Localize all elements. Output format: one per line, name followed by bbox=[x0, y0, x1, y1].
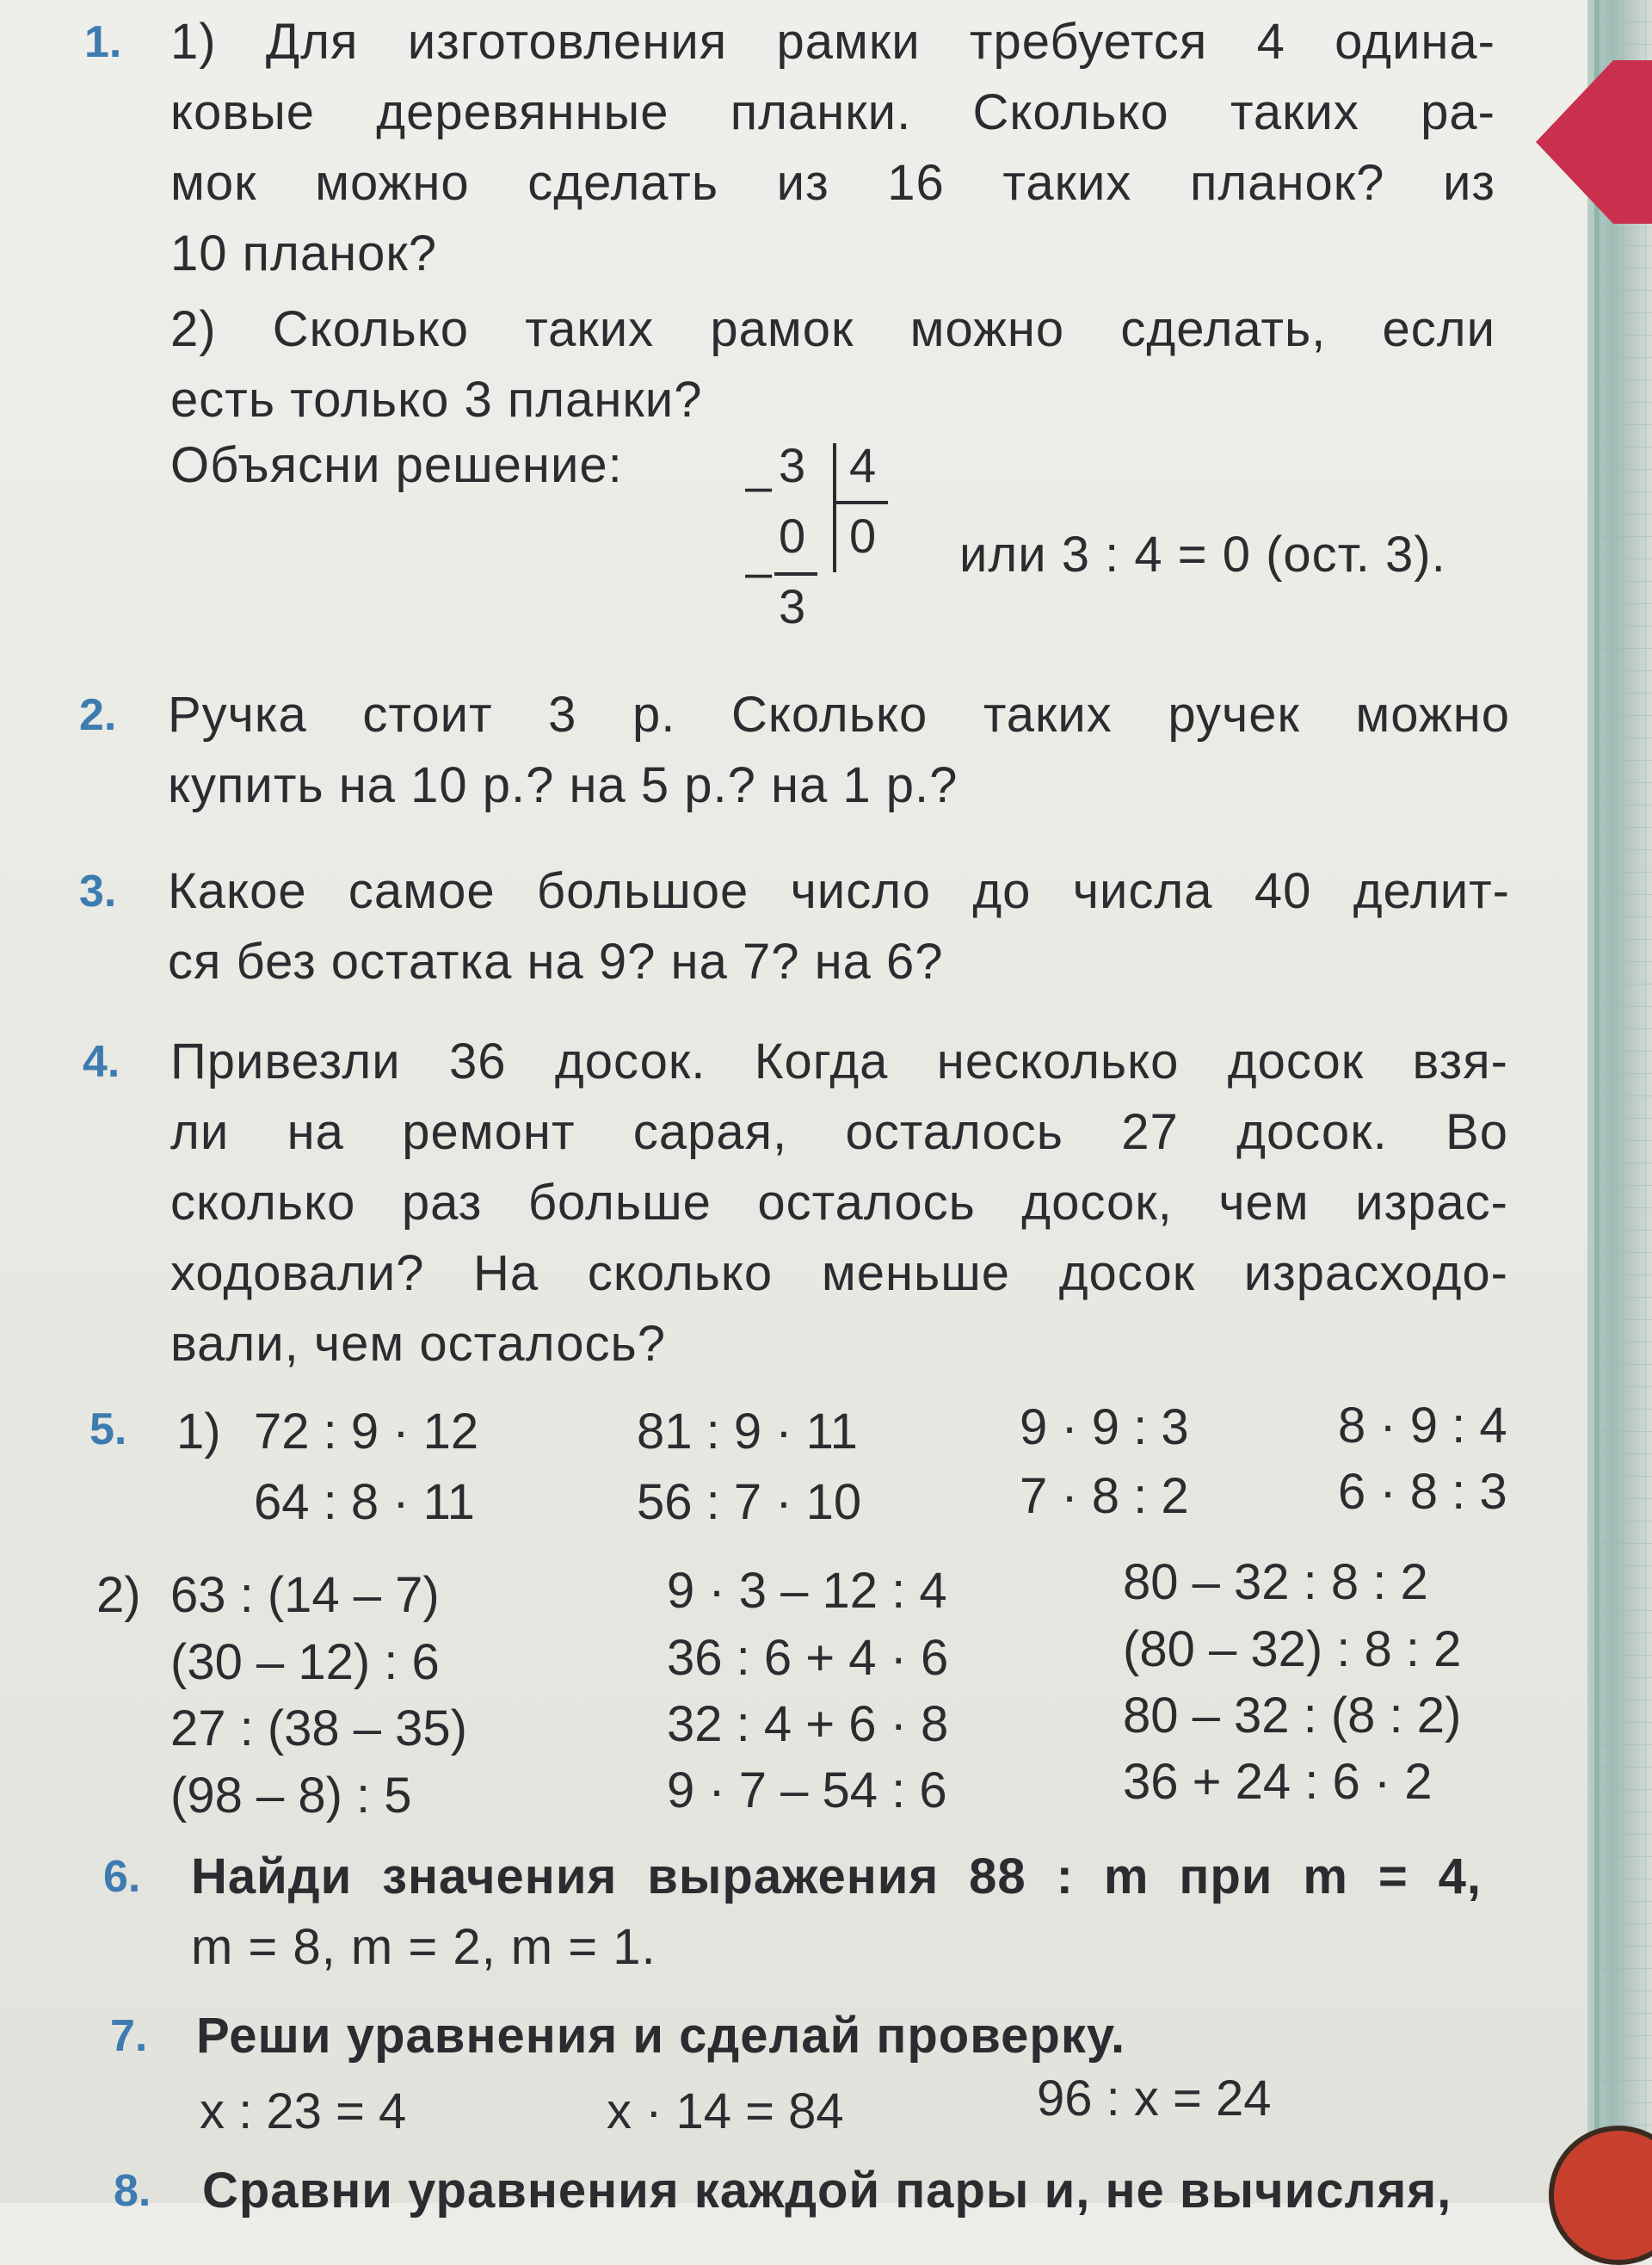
task-1-line-3: мок можно сделать из 16 таких планок? из bbox=[170, 155, 1495, 211]
task-7-number: 7. bbox=[110, 2011, 148, 2061]
task-6-number: 6. bbox=[103, 1852, 141, 1902]
task-5-2-r2c3: (80 – 32) : 8 : 2 bbox=[1123, 1621, 1462, 1677]
task-3-line-2: ся без остатка на 9? на 7? на 6? bbox=[168, 934, 944, 990]
task-1-line-4: 10 планок? bbox=[170, 225, 438, 281]
task-1-line-2: ковые деревянные планки. Сколько таких ра- bbox=[170, 84, 1495, 140]
task-4-line-3: сколько раз больше осталось досок, чем израс- bbox=[170, 1175, 1508, 1231]
bookmark-tail bbox=[1613, 60, 1652, 224]
task-3-number: 3. bbox=[79, 867, 117, 916]
next-page-grid bbox=[1600, 0, 1652, 2203]
task-1-line-5: 2) Сколько таких рамок можно сделать, если bbox=[170, 301, 1495, 357]
task-1-explain: Объясни решение: bbox=[170, 437, 623, 493]
division-minus-1: – bbox=[745, 459, 773, 513]
task-1-alt: или 3 : 4 = 0 (ост. 3). bbox=[959, 527, 1446, 583]
division-quotient: 0 bbox=[849, 509, 877, 563]
task-1-line-6: есть только 3 планки? bbox=[170, 372, 703, 428]
task-3-text bbox=[168, 856, 1510, 997]
task-5-1-r2c1: 64 : 8 · 11 bbox=[254, 1474, 475, 1530]
task-5-2-r4c3: 36 + 24 : 6 · 2 bbox=[1123, 1754, 1433, 1810]
task-5-2-r2c2: 36 : 6 + 4 · 6 bbox=[667, 1630, 949, 1686]
task-5-2-r1c3: 80 – 32 : 8 : 2 bbox=[1123, 1554, 1428, 1610]
task-5-part-1-label: 1) bbox=[176, 1404, 221, 1460]
task-5-2-r1c2: 9 · 3 – 12 : 4 bbox=[667, 1563, 947, 1619]
division-vertical-bar bbox=[833, 443, 836, 572]
task-6-line-1: Найди значения выражения 88 : m при m = 4, bbox=[191, 1848, 1482, 1904]
task-1-line-1: 1) Для изготовления рамки требуется 4 одина- bbox=[170, 14, 1495, 70]
division-minus-2: – bbox=[745, 545, 773, 599]
task-8-number: 8. bbox=[114, 2166, 151, 2216]
task-4-number: 4. bbox=[83, 1037, 120, 1087]
task-1-number: 1. bbox=[84, 17, 122, 67]
bookmark-icon bbox=[1536, 60, 1613, 224]
task-2-number: 2. bbox=[79, 690, 117, 740]
task-5-1-r1c4: 8 · 9 : 4 bbox=[1338, 1398, 1507, 1453]
task-5-1-r1c1: 72 : 9 · 12 bbox=[254, 1404, 479, 1460]
task-5-number: 5. bbox=[89, 1404, 127, 1454]
task-5-1-r2c4: 6 · 8 : 3 bbox=[1338, 1464, 1507, 1520]
task-4-line-5: вали, чем осталось? bbox=[170, 1316, 667, 1372]
task-6-line-2: m = 8, m = 2, m = 1. bbox=[191, 1919, 656, 1975]
task-5-2-r1c1: 63 : (14 – 7) bbox=[170, 1567, 440, 1623]
division-remainder: 3 bbox=[779, 579, 806, 633]
task-4-line-4: ходовали? На сколько меньше досок израсходо- bbox=[170, 1245, 1508, 1301]
task-4-text bbox=[170, 1027, 1508, 1379]
task-2-text bbox=[168, 680, 1510, 821]
task-5-2-r3c3: 80 – 32 : (8 : 2) bbox=[1123, 1688, 1462, 1743]
page-edge-line bbox=[1594, 0, 1600, 2203]
task-1-text bbox=[170, 7, 1495, 435]
task-5-1-r2c2: 56 : 7 · 10 bbox=[637, 1474, 862, 1530]
task-5-2-r3c2: 32 : 4 + 6 · 8 bbox=[667, 1696, 949, 1752]
task-8-text: Сравни уравнения каждой пары и, не вычисляя, bbox=[202, 2163, 1452, 2219]
task-5-2-r4c2: 9 · 7 – 54 : 6 bbox=[667, 1762, 947, 1818]
task-7-equation-3: 96 : x = 24 bbox=[1037, 2071, 1272, 2126]
division-dividend: 3 bbox=[779, 438, 806, 492]
task-7-equation-2: x · 14 = 84 bbox=[607, 2083, 844, 2139]
division-quotient-bar bbox=[836, 501, 888, 504]
task-6-text bbox=[191, 1842, 1482, 1983]
task-3-line-1: Какое самое большое число до числа 40 делит- bbox=[168, 863, 1510, 919]
task-5-part-2-label: 2) bbox=[96, 1567, 141, 1623]
task-7-equation-1: x : 23 = 4 bbox=[200, 2083, 407, 2139]
task-5-2-r4c1: (98 – 8) : 5 bbox=[170, 1768, 412, 1824]
task-4-line-1: Привезли 36 досок. Когда несколько досок взя- bbox=[170, 1034, 1508, 1089]
division-sub: 0 bbox=[779, 509, 806, 563]
division-divisor: 4 bbox=[849, 438, 877, 492]
task-7-text: Реши уравнения и сделай проверку. bbox=[196, 2008, 1126, 2064]
division-sub-bar bbox=[774, 572, 817, 576]
task-4-line-2: ли на ремонт сарая, осталось 27 досок. Во bbox=[170, 1104, 1508, 1160]
task-5-1-r2c3: 7 · 8 : 2 bbox=[1020, 1468, 1189, 1524]
task-2-line-1: Ручка стоит 3 р. Сколько таких ручек можно bbox=[168, 687, 1510, 743]
task-5-1-r1c3: 9 · 9 : 3 bbox=[1020, 1399, 1189, 1455]
task-5-1-r1c2: 81 : 9 · 11 bbox=[637, 1404, 858, 1460]
task-5-2-r3c1: 27 : (38 – 35) bbox=[170, 1700, 467, 1756]
task-5-2-r2c1: (30 – 12) : 6 bbox=[170, 1634, 440, 1690]
task-2-line-2: купить на 10 р.? на 5 р.? на 1 р.? bbox=[168, 757, 959, 813]
